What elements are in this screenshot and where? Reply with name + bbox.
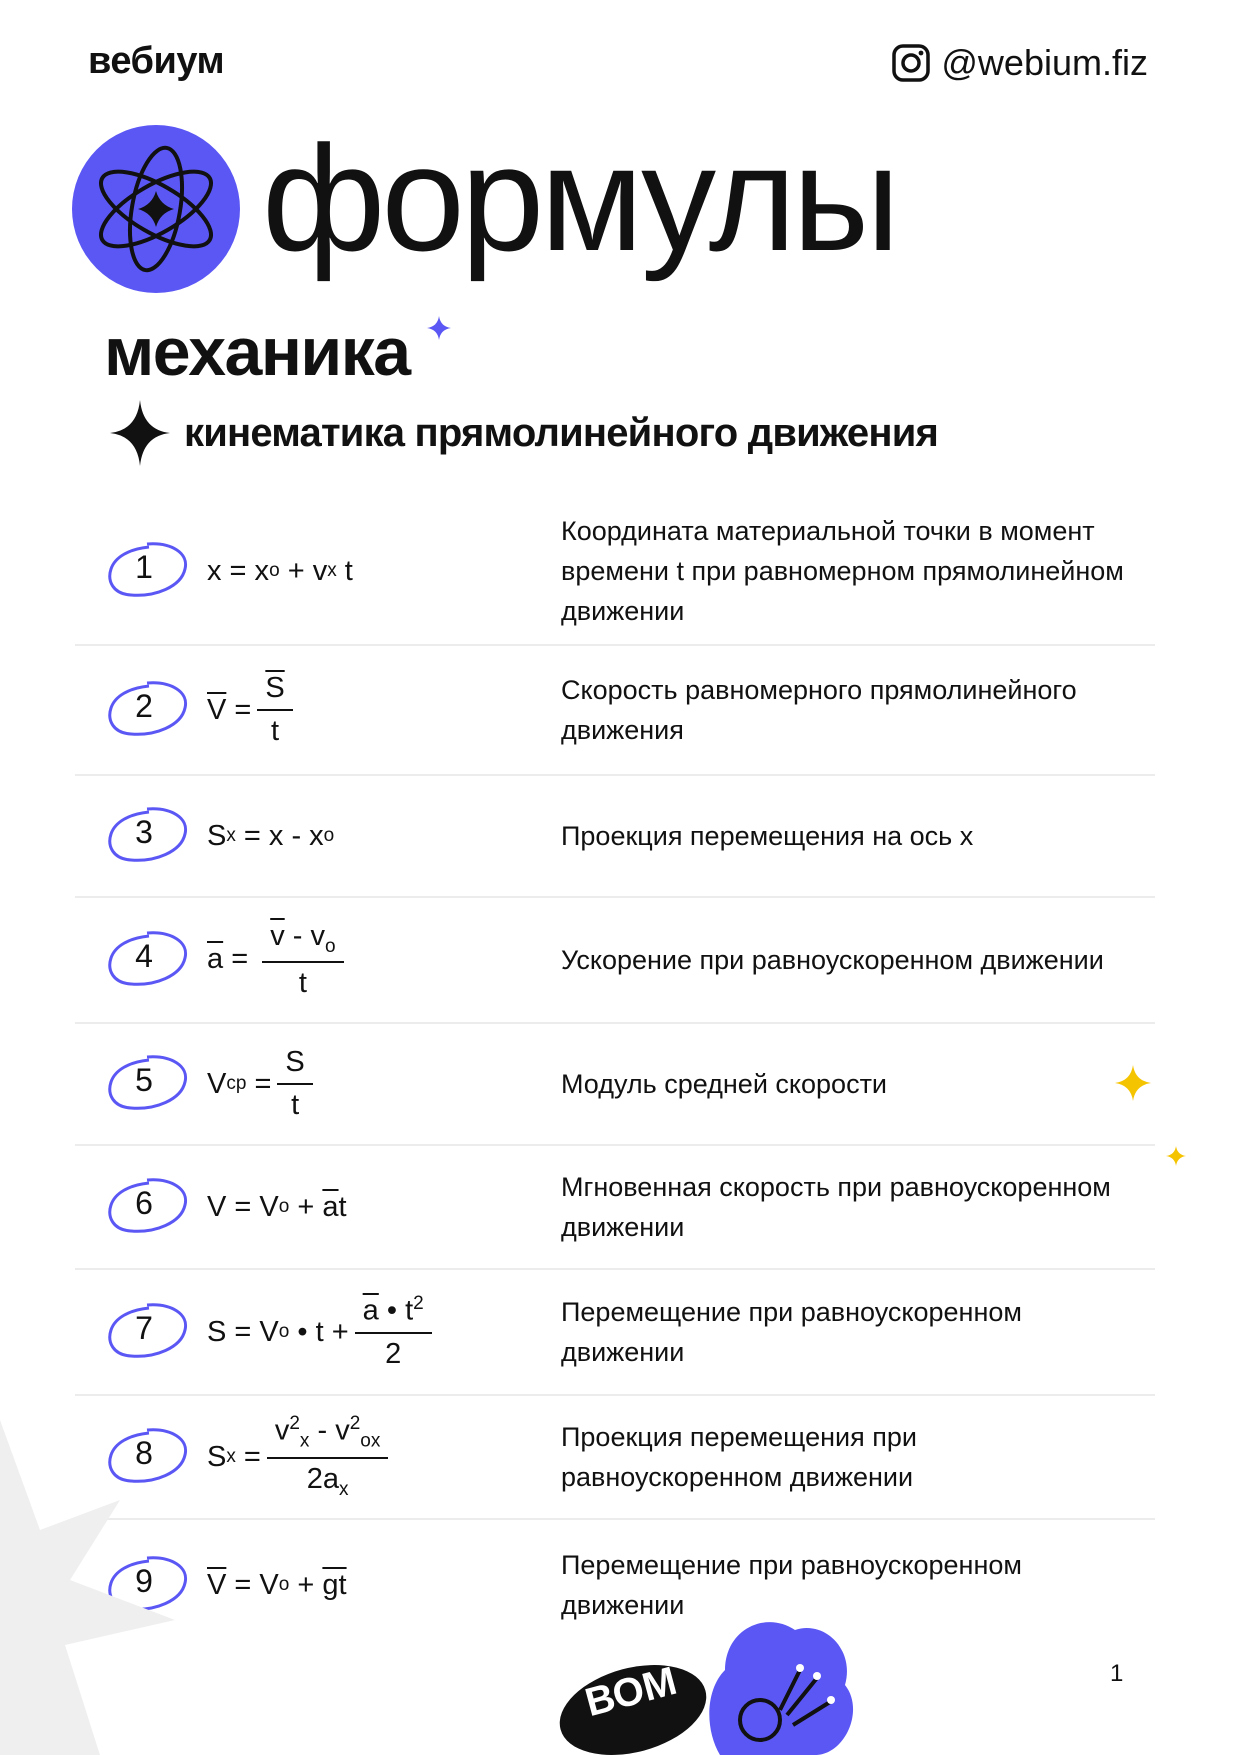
formula-part: V xyxy=(207,1067,227,1100)
formula-row-1 xyxy=(75,498,1155,646)
section-title: кинематика прямолинейного движения xyxy=(184,410,939,455)
section-heading xyxy=(110,400,938,466)
formula-sub: o xyxy=(278,1196,290,1217)
formula-expression xyxy=(207,920,561,1001)
formula-sub: ср xyxy=(226,1073,247,1094)
formula-part: • t xyxy=(386,1294,414,1327)
formula-row-2 xyxy=(75,646,1155,776)
formula-part: + v xyxy=(287,554,328,587)
formula-part: t xyxy=(344,554,353,587)
row-number: 7 xyxy=(135,1310,153,1346)
formula-sub: ox xyxy=(360,1430,381,1452)
formula-part: $\overline{a}$ xyxy=(322,1190,339,1223)
formula-part: $\overline{V}$ xyxy=(207,1568,227,1601)
row-number-badge xyxy=(103,539,195,603)
formula-part: = V xyxy=(234,1568,279,1601)
formula-part: t xyxy=(338,1190,347,1223)
brand-logo: вебиум xyxy=(88,40,225,82)
fraction xyxy=(262,920,343,1001)
row-number: 2 xyxy=(135,688,153,724)
formula-expression xyxy=(207,1293,561,1371)
row-number-badge xyxy=(103,678,195,742)
formula-sub: o xyxy=(323,825,335,846)
formula-expression xyxy=(207,1413,561,1500)
formula-sup: 2 xyxy=(289,1413,300,1435)
formula-description: Проекция перемещения при равноускоренном движении xyxy=(561,1422,917,1492)
formula-sub: x xyxy=(226,825,236,846)
formula-description: Скорость равномерного прямолинейного движения xyxy=(561,675,1077,745)
instagram-link[interactable] xyxy=(891,42,1148,84)
formula-expression xyxy=(207,1046,561,1122)
formula-row-5 xyxy=(75,1024,1155,1146)
numerator xyxy=(262,920,343,964)
row-number: 5 xyxy=(135,1062,153,1098)
subtitle-text: механика xyxy=(104,314,410,390)
row-number: 8 xyxy=(135,1435,153,1471)
formula-list xyxy=(75,498,1155,1650)
starburst-decoration xyxy=(0,1420,180,1755)
denominator xyxy=(307,1459,349,1501)
formula-part: x = x xyxy=(207,554,270,587)
formula-part: $\overline{gt}$ xyxy=(322,1568,347,1601)
star-icon xyxy=(110,400,170,466)
fraction xyxy=(355,1293,432,1371)
denominator: t xyxy=(298,967,307,1000)
formula-expression xyxy=(207,820,561,853)
instagram-icon xyxy=(891,43,931,83)
row-number-badge xyxy=(103,1300,195,1364)
formula-expression xyxy=(207,1569,561,1602)
instagram-handle: @webium.fiz xyxy=(941,42,1148,83)
page-number: 1 xyxy=(1110,1660,1124,1687)
formula-part: V = V xyxy=(207,1190,279,1223)
formula-part: = x - x xyxy=(243,819,324,852)
formula-part: • t + xyxy=(297,1315,349,1348)
fraction xyxy=(257,672,292,748)
formula-sup: 2 xyxy=(349,1413,361,1435)
formula-part: + xyxy=(297,1190,315,1223)
row-number-badge xyxy=(103,1175,195,1239)
formula-part: = xyxy=(254,1067,272,1100)
row-number-badge xyxy=(103,928,195,992)
atom-logo xyxy=(72,125,240,293)
denominator: t xyxy=(270,715,280,747)
formula-expression xyxy=(207,672,561,748)
formula-description: Координата материальной точки в момент времени t при равномерном прямолинейном движении xyxy=(561,516,1124,626)
formula-sup: 2 xyxy=(413,1293,424,1315)
yellow-sparkle-icon xyxy=(1115,1065,1151,1101)
formula-part: + xyxy=(297,1568,315,1601)
yellow-sparkle-small-icon xyxy=(1166,1146,1186,1166)
formula-sub: o xyxy=(269,560,280,581)
row-number-badge xyxy=(103,1052,195,1116)
formula-description: Проекция перемещения на ось x xyxy=(561,821,974,851)
formula-sub: x xyxy=(327,560,337,581)
formula-description: Ускорение при равноускоренном движении xyxy=(561,945,1104,975)
sparkle-icon xyxy=(427,316,451,340)
denominator: t xyxy=(291,1089,300,1121)
formula-part: = xyxy=(234,693,252,726)
row-number: 4 xyxy=(135,938,153,974)
formula-part: $\overline{a}$ xyxy=(362,1294,379,1327)
fraction xyxy=(277,1046,312,1122)
page-subtitle xyxy=(104,312,451,392)
formula-part: = xyxy=(243,1440,261,1473)
formula-row-6 xyxy=(75,1146,1155,1270)
numerator: $\overline{S}$ xyxy=(257,672,292,711)
formula-description: Перемещение при равноускоренном движении xyxy=(561,1550,1022,1620)
formula-sub: o xyxy=(278,1321,290,1342)
formula-description: Мгновенная скорость при равноускоренном движении xyxy=(561,1172,1111,1242)
atom-icon xyxy=(72,125,240,293)
formula-part: S xyxy=(207,819,227,852)
formula-part: = xyxy=(231,943,249,976)
formula-sub: x xyxy=(226,1446,236,1467)
formula-description: Модуль средней скорости xyxy=(561,1069,888,1099)
row-number: 6 xyxy=(135,1185,153,1221)
formula-row-8 xyxy=(75,1396,1155,1520)
formula-sub: o xyxy=(278,1574,290,1595)
row-number: 1 xyxy=(135,549,153,585)
numerator xyxy=(355,1293,432,1334)
formula-part: $\overline{v}$ xyxy=(270,919,285,952)
formula-part: S = V xyxy=(207,1315,279,1348)
row-number-badge xyxy=(103,804,195,868)
formula-part: - v xyxy=(317,1415,350,1448)
page-title: формулы xyxy=(262,114,897,282)
numerator xyxy=(267,1413,389,1458)
formula-sub: o xyxy=(324,935,336,957)
formula-row-7 xyxy=(75,1270,1155,1396)
formula-description: Перемещение при равноускоренном движении xyxy=(561,1297,1022,1367)
formula-row-3 xyxy=(75,776,1155,898)
formula-part: - v xyxy=(292,919,325,952)
sticker-label: ВОМ xyxy=(580,1658,682,1726)
formula-sub: x xyxy=(299,1430,310,1452)
row-number: 3 xyxy=(135,814,153,850)
fraction xyxy=(267,1413,389,1500)
numerator: S xyxy=(277,1046,312,1085)
row-number: 9 xyxy=(135,1563,153,1599)
formula-expression xyxy=(207,1191,561,1224)
denominator: 2 xyxy=(385,1337,402,1370)
formula-part: S xyxy=(207,1440,227,1473)
formula-sub: x xyxy=(338,1478,349,1500)
formula-expression xyxy=(207,555,561,588)
formula-part: $\overline{a}$ xyxy=(207,943,224,976)
formula-part: 2a xyxy=(306,1462,339,1495)
formula-row-4 xyxy=(75,898,1155,1024)
formula-part: v xyxy=(274,1415,290,1448)
formula-part: $\overline{V}$ xyxy=(207,693,227,726)
